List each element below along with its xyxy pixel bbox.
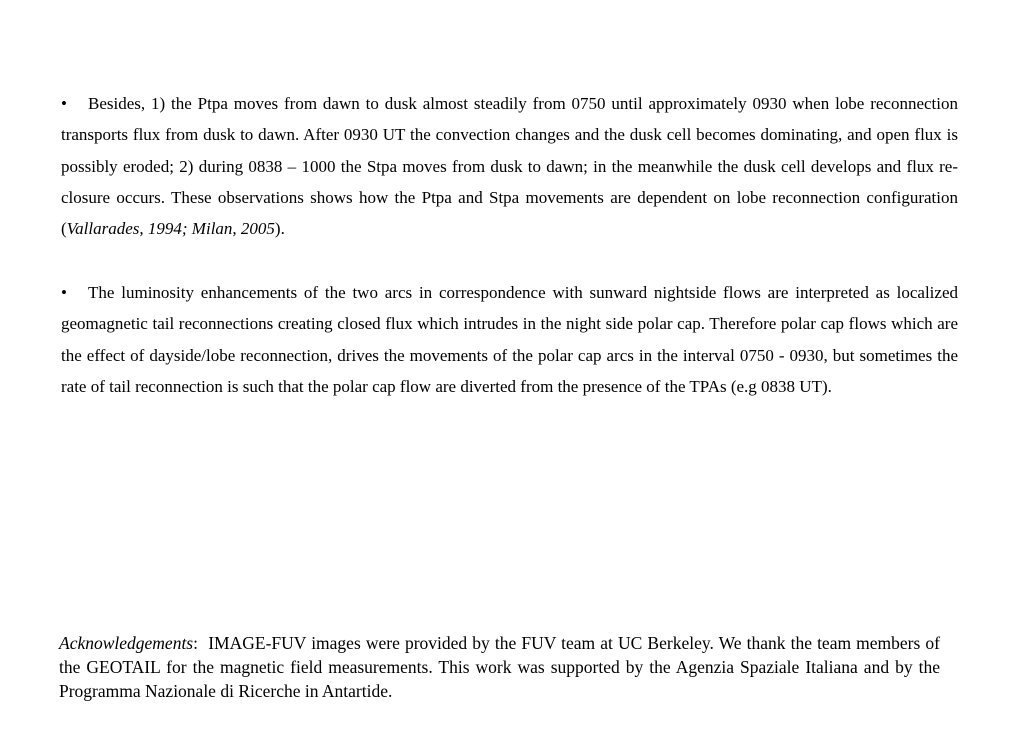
paragraph-2-text: The luminosity enhancements of the two arcs in correspondence with sunward nightside flows are interpreted as localized geomagnetic tail reconnections creating closed flux which intrudes in the night side polar cap. Therefore polar cap flows which are the effect of dayside/lobe reconnection, drives the movements of the polar cap arcs in the interval 0750 - 0930, but sometimes the rate of tail reconnection is such that the polar cap flow are diverted from the presence of the TPAs (e.g 0838 UT). bbox=[61, 283, 958, 396]
acknowledgements-colon: : bbox=[193, 633, 198, 653]
bullet-marker: • bbox=[61, 94, 67, 113]
paragraph-1-text: Besides, 1) the Ptpa moves from dawn to dusk almost steadily from 0750 until approximately 0930 when lobe reconnection transports flux from dusk to dawn. After 0930 UT the convection changes and the dusk cell becomes dominating, and open flux is possibly eroded; 2) during 0838 – 1000 the Stpa moves from dusk to dawn; in the meanwhile the dusk cell develops and flux re-closure occurs. These observations shows how the Ptpa and Stpa movements are dependent on lobe reconnection configuration ( bbox=[61, 94, 958, 239]
acknowledgements-text: IMAGE-FUV images were provided by the FUV team at UC Berkeley. We thank the team members of the GEOTAIL for the magnetic field measurements. This work was supported by the Agenzia Spaziale Italiana and by the Programma Nazionale di Ricerche in Antartide. bbox=[59, 633, 941, 701]
acknowledgements-label: Acknowledgements bbox=[59, 633, 194, 653]
acknowledgements bbox=[59, 631, 940, 703]
citation: Vallarades, 1994; Milan, 2005 bbox=[66, 219, 275, 239]
bullet-marker: • bbox=[61, 283, 67, 302]
bullet-paragraph-2 bbox=[61, 277, 958, 402]
paragraph-1-suffix: ). bbox=[274, 219, 285, 239]
bullet-paragraph-1 bbox=[61, 88, 958, 244]
